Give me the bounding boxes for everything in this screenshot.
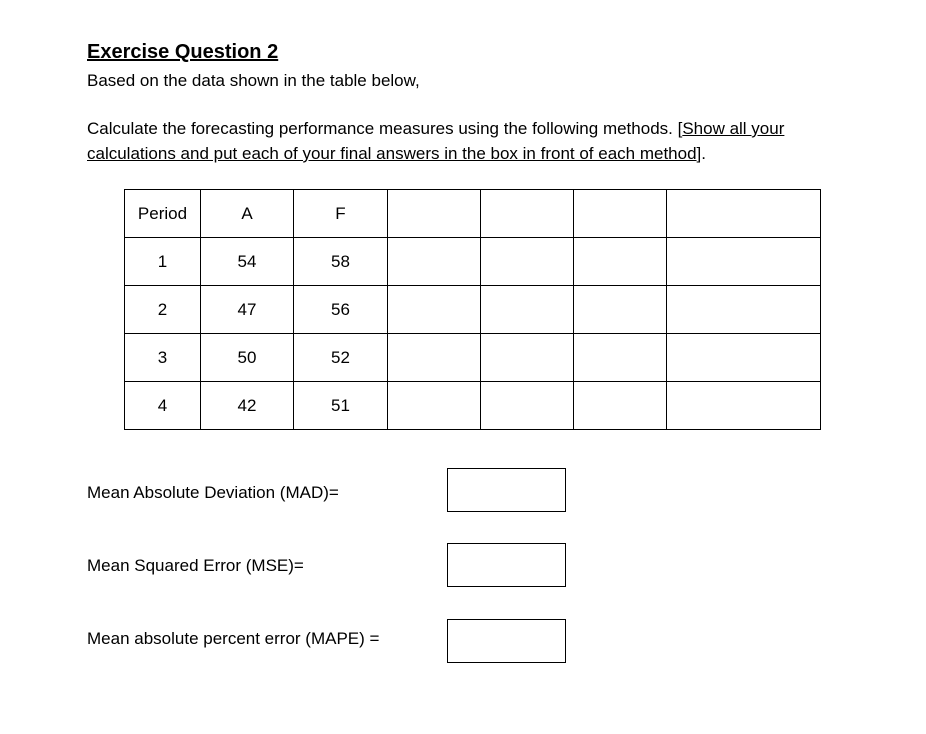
blank-cell[interactable] [667,238,821,286]
forecast-cell: 52 [294,334,388,382]
exercise-heading: Exercise Question 2 [87,41,279,63]
table-row [125,286,821,334]
blank-cell[interactable] [481,382,574,430]
header-cell-f: F [294,190,388,238]
instruction-line-2-underlined: calculations and put each of your final answers in the box in front of each method [87,144,697,163]
blank-cell[interactable] [667,334,821,382]
blank-cell[interactable] [481,334,574,382]
blank-cell[interactable] [574,286,667,334]
blank-cell[interactable] [667,286,821,334]
blank-cell[interactable] [388,286,481,334]
mape-label: Mean absolute percent error (MAPE) = [87,629,380,648]
instruction-line-1 [87,118,784,140]
actual-cell: 54 [201,238,294,286]
period-cell: 1 [125,238,201,286]
blank-cell[interactable] [481,238,574,286]
forecast-data-table [124,189,821,430]
instruction-line-2-plain: ]. [696,144,706,163]
blank-cell[interactable] [388,382,481,430]
period-cell: 2 [125,286,201,334]
mad-label: Mean Absolute Deviation (MAD)= [87,483,339,502]
mad-answer-box[interactable] [447,468,566,512]
header-cell-empty-7[interactable] [667,190,821,238]
forecast-cell: 58 [294,238,388,286]
instruction-line-1-plain: Calculate the forecasting performance measures using the following methods. [ [87,119,683,138]
instruction-line-2 [87,143,706,165]
actual-cell: 42 [201,382,294,430]
table-row [125,238,821,286]
table-header-row [125,190,821,238]
header-cell-empty-6[interactable] [574,190,667,238]
table-row [125,382,821,430]
instruction-line-1-underlined: Show all your [682,119,785,138]
blank-cell[interactable] [388,238,481,286]
header-cell-empty-5[interactable] [481,190,574,238]
mse-answer-box[interactable] [447,543,566,587]
forecast-cell: 56 [294,286,388,334]
mse-label: Mean Squared Error (MSE)= [87,556,304,575]
blank-cell[interactable] [574,238,667,286]
header-cell-empty-4[interactable] [388,190,481,238]
header-cell-period: Period [125,190,201,238]
table-row [125,334,821,382]
period-cell: 3 [125,334,201,382]
blank-cell[interactable] [574,382,667,430]
blank-cell[interactable] [574,334,667,382]
blank-cell[interactable] [481,286,574,334]
actual-cell: 50 [201,334,294,382]
blank-cell[interactable] [667,382,821,430]
header-cell-a: A [201,190,294,238]
intro-text: Based on the data shown in the table below, [87,71,420,90]
blank-cell[interactable] [388,334,481,382]
period-cell: 4 [125,382,201,430]
forecast-cell: 51 [294,382,388,430]
actual-cell: 47 [201,286,294,334]
mape-answer-box[interactable] [447,619,566,663]
